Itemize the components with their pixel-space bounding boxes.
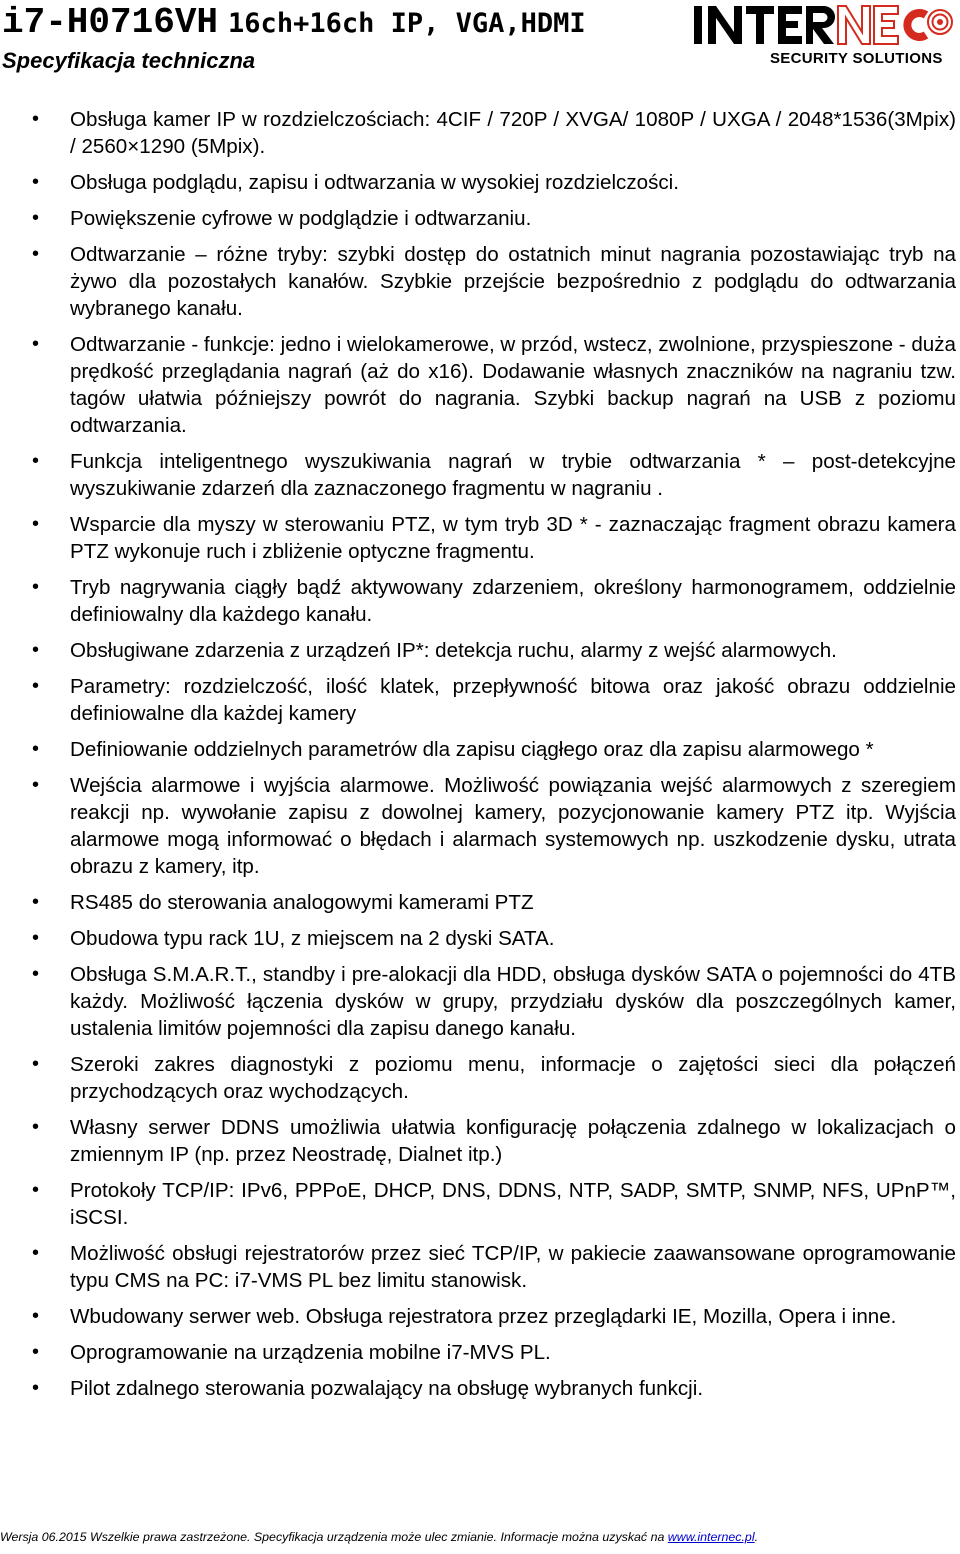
feature-item: • Funkcja inteligentnego wyszukiwania nagrań w trybie odtwarzania * – post-detekcyjne wyszukiwanie zdarzeń dla zaznaczonego fragmentu w nagraniu . [0, 448, 960, 502]
feature-item: • Możliwość obsługi rejestratorów przez sieć TCP/IP, w pakiecie zaawansowane oprogramowanie typu CMS na PC: i7-VMS PL bez limitu stanowisk. [0, 1240, 960, 1294]
feature-item: • Obudowa typu rack 1U, z miejscem na 2 dyski SATA. [0, 925, 960, 952]
feature-item: • Obsługa podglądu, zapisu i odtwarzania w wysokiej rozdzielczości. [0, 169, 960, 196]
feature-item: • RS485 do sterowania analogowymi kamerami PTZ [0, 889, 960, 916]
feature-item: • Odtwarzanie - funkcje: jedno i wielokamerowe, w przód, wstecz, zwolnione, przyspieszone - duża prędkość przeglądania nagrań (aż do x16). Dodawanie własnych znaczników na nagraniu tzw. tagów ułatwia późniejszy powrót do nagrania. Szybki backup nagrań na USB z poziomu odtwarzania. [0, 331, 960, 440]
model-code: i7-H0716VH [2, 2, 219, 43]
feature-item: • Pilot zdalnego sterowania pozwalający na obsługę wybranych funkcji. [0, 1375, 960, 1402]
feature-item: • Odtwarzanie – różne tryby: szybki dostęp do ostatnich minut nagrania pozostawiając tryb na żywo dla pozostałych kanałów. Szybkie przejście bezpośrednio z podglądu do odtwarzania wybranego kanału. [0, 241, 960, 323]
feature-item: • Powiększenie cyfrowe w podglądzie i odtwarzaniu. [0, 205, 960, 232]
feature-item: • Wsparcie dla myszy w sterowaniu PTZ, w tym tryb 3D * - zaznaczając fragment obrazu kamera PTZ wykonuje ruch i zbliżenie optyczne fragmentu. [0, 511, 960, 565]
feature-item: • Własny serwer DDNS umożliwia ułatwia konfigurację połączenia zdalnego w lokalizacjach o zmiennym IP (np. przez Neostradę, Dialnet itp.) [0, 1114, 960, 1168]
page-footer [0, 1530, 960, 1544]
feature-item: • Obsługiwane zdarzenia z urządzeń IP*: detekcja ruchu, alarmy z wejść alarmowych. [0, 637, 960, 664]
document-subtitle: Specyfikacja techniczna [2, 48, 256, 73]
feature-item: • Obsługa kamer IP w rozdzielczościach: 4CIF / 720P / XVGA/ 1080P / UXGA / 2048*1536(3Mpix) / 2560×1290 (5Mpix). [0, 106, 960, 160]
feature-list [0, 106, 960, 1402]
document-header [0, 0, 960, 80]
feature-item: • Definiowanie oddzielnych parametrów dla zapisu ciągłego oraz dla zapisu alarmowego * [0, 736, 960, 763]
feature-item: • Szeroki zakres diagnostyki z poziomu menu, informacje o zajętości sieci dla połączeń przychodzących oraz wychodzących. [0, 1051, 960, 1105]
logo-tagline: SECURITY SOLUTIONS [770, 50, 943, 67]
feature-item: • Protokoły TCP/IP: IPv6, PPPoE, DHCP, DNS, DDNS, NTP, SADP, SMTP, SNMP, NFS, UPnP™, iSCSI. [0, 1177, 960, 1231]
specification-body [0, 106, 960, 1410]
feature-item: • Wejścia alarmowe i wyjścia alarmowe. Możliwość powiązania wejść alarmowych z szeregiem reakcji np. wywołanie zapisu z dowolnej kamery, pozycjonowanie kamery PTZ itp. Wyjścia alarmowe mogą informować o błędach i alarmach systemowych np. uszkodzenie dysku, utrata obrazu z kamery, itp. [0, 772, 960, 881]
model-description: 16ch+16ch IP, VGA,HDMI [228, 8, 586, 39]
model-title [2, 2, 586, 43]
feature-item: • Oprogramowanie na urządzenia mobilne i7-MVS PL. [0, 1339, 960, 1366]
footer-suffix: . [754, 1530, 759, 1544]
feature-item: • Wbudowany serwer web. Obsługa rejestratora przez przeglądarki IE, Mozilla, Opera i inne. [0, 1303, 960, 1330]
feature-item: • Obsługa S.M.A.R.T., standby i pre-alokacji dla HDD, obsługa dysków SATA o pojemności do 4TB każdy. Możliwość łączenia dysków w grupy, przydziału dysków dla poszczególnych kamer, ustalenia limitów pojemności dla zapisu danego kanału. [0, 961, 960, 1043]
footer-text: Wersja 06.2015 Wszelkie prawa zastrzeżone. Specyfikacja urządzenia może ulec zmianie. Informacje można uzyskać na [0, 1530, 668, 1544]
footer-website-link[interactable]: www.internec.pl [667, 1530, 755, 1544]
feature-item: • Parametry: rozdzielczość, ilość klatek, przepływność bitowa oraz jakość obrazu oddzielnie definiowalne dla każdej kamery [0, 673, 960, 727]
feature-item: • Tryb nagrywania ciągły bądź aktywowany zdarzeniem, określony harmonogramem, oddzielnie definiowalny dla każdego kanału. [0, 574, 960, 628]
